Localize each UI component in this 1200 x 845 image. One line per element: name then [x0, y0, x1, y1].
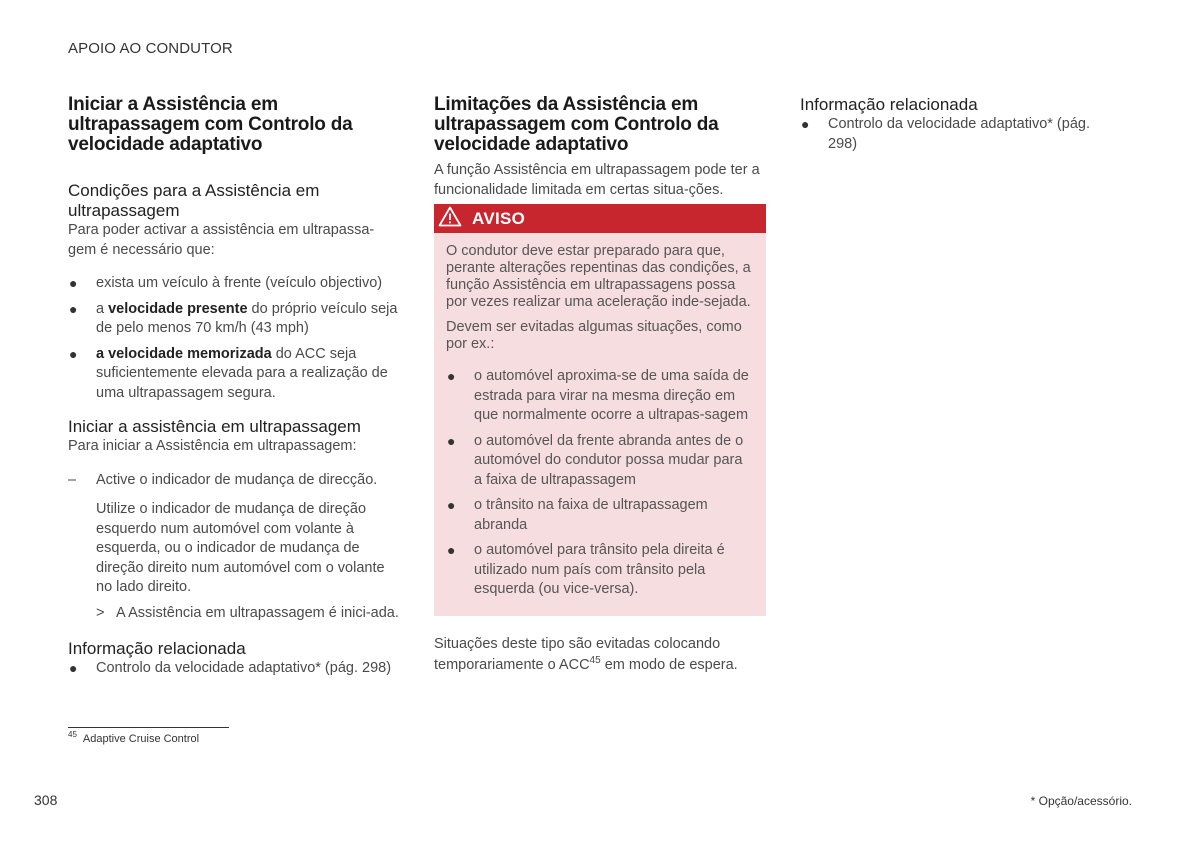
related-link[interactable]: ● Controlo da velocidade adaptativo* (pág. 298) [801, 116, 1090, 152]
start-intro: Para iniciar a Assistência em ultrapassagem: [68, 438, 357, 454]
section-title-limitations: Limitações da Assistência em ultrapassagem com Controlo da velocidade adaptativo [434, 94, 719, 155]
footnote-text: Adaptive Cruise Control [82, 733, 200, 745]
list-item: ● a velocidade memorizada do ACC seja suficientemente elevada para a realização de uma ultrapassagem segura. [69, 345, 388, 401]
bullet-icon: ● [69, 345, 78, 362]
column-middle [434, 95, 766, 676]
warning-body [434, 233, 766, 616]
step-detail: Utilize o indicador de mudança de direção esquerdo num automóvel com volante à esquerda, ou o indicador de mudança de direção direito num automóvel com o volante no lado direito. [96, 501, 385, 595]
procedure-step: – Active o indicador de mudança de direcção. [68, 471, 400, 491]
list-item: ● o automóvel da frente abranda antes de o automóvel do condutor possa mudar para a faixa de ultrapassagem [447, 432, 744, 488]
column-right [800, 95, 1100, 154]
arrow-icon: > [96, 604, 105, 621]
bullet-icon: ● [69, 275, 78, 291]
column-left [68, 95, 400, 679]
bullet-icon: ● [69, 300, 78, 317]
related-list-right [800, 115, 1100, 154]
heading-conditions: Condições para a Assistência em ultrapassagem [68, 181, 320, 220]
warning-paragraph: Devem ser evitadas algumas situações, como por ex.: [446, 319, 742, 352]
page-number: 308 [34, 792, 58, 808]
warning-header [434, 204, 766, 233]
heading-related-left: Informação relacionada [68, 639, 246, 658]
warning-label: AVISO [472, 208, 526, 228]
heading-start-assist: Iniciar a assistência em ultrapassagem [68, 417, 361, 436]
related-list-left [68, 659, 400, 679]
bullet-icon: ● [801, 116, 810, 132]
dash-icon: – [68, 471, 77, 488]
option-note: * Opção/acessório. [1030, 794, 1132, 808]
list-item: ● o automóvel aproxima-se de uma saída de estrada para virar na mesma direção em que normalmente ocorre a ultrapas-sagem [447, 368, 749, 423]
bullet-icon: ● [447, 542, 456, 558]
bullet-icon: ● [447, 497, 456, 513]
footnote-reference[interactable]: 45 [589, 654, 601, 666]
footnote [68, 730, 200, 745]
list-item: ● o automóvel para trânsito pela direita é utilizado num país com trânsito pela esquerda (ou vice-versa). [447, 542, 725, 597]
footnote-divider [68, 727, 229, 728]
list-item: ● o trânsito na faixa de ultrapassagem abranda [447, 497, 708, 533]
conditions-intro: Para poder activar a assistência em ultrapassa-gem é necessário que: [68, 222, 375, 258]
conditions-list [68, 274, 400, 403]
step-result: > A Assistência em ultrapassagem é inici-ada. [68, 604, 400, 624]
section-title-start-overtake: Iniciar a Assistência em ultrapassagem com Controlo da velocidade adaptativo [68, 94, 353, 155]
list-item: ● a velocidade presente do próprio veículo seja de pelo menos 70 km/h (43 mph) [69, 300, 398, 336]
bullet-icon: ● [447, 368, 456, 384]
heading-related-right: Informação relacionada [800, 95, 978, 114]
warning-paragraph: O condutor deve estar preparado para que, perante alterações repentinas das condições, a função Assistência em ultrapassagens possa por vezes realizar uma aceleração inde-sejada. [446, 243, 751, 310]
list-item: ● exista um veículo à frente (veículo objectivo) [68, 274, 400, 294]
bullet-icon: ● [69, 660, 78, 676]
warning-triangle-icon [438, 206, 462, 232]
footnote-number: 45 [68, 730, 77, 740]
limitations-intro: A função Assistência em ultrapassagem pode ter a funcionalidade limitada em certas situa-ções. [434, 162, 760, 198]
warning-list [446, 367, 754, 600]
related-link[interactable]: ● Controlo da velocidade adaptativo* (pág. 298) [68, 659, 400, 679]
section-header: APOIO AO CONDUTOR [68, 40, 233, 57]
bullet-icon: ● [447, 432, 456, 449]
limitations-outro: Situações deste tipo são evitadas colocando temporariamente o ACC$^{45}$ em modo de espera. [434, 635, 738, 673]
